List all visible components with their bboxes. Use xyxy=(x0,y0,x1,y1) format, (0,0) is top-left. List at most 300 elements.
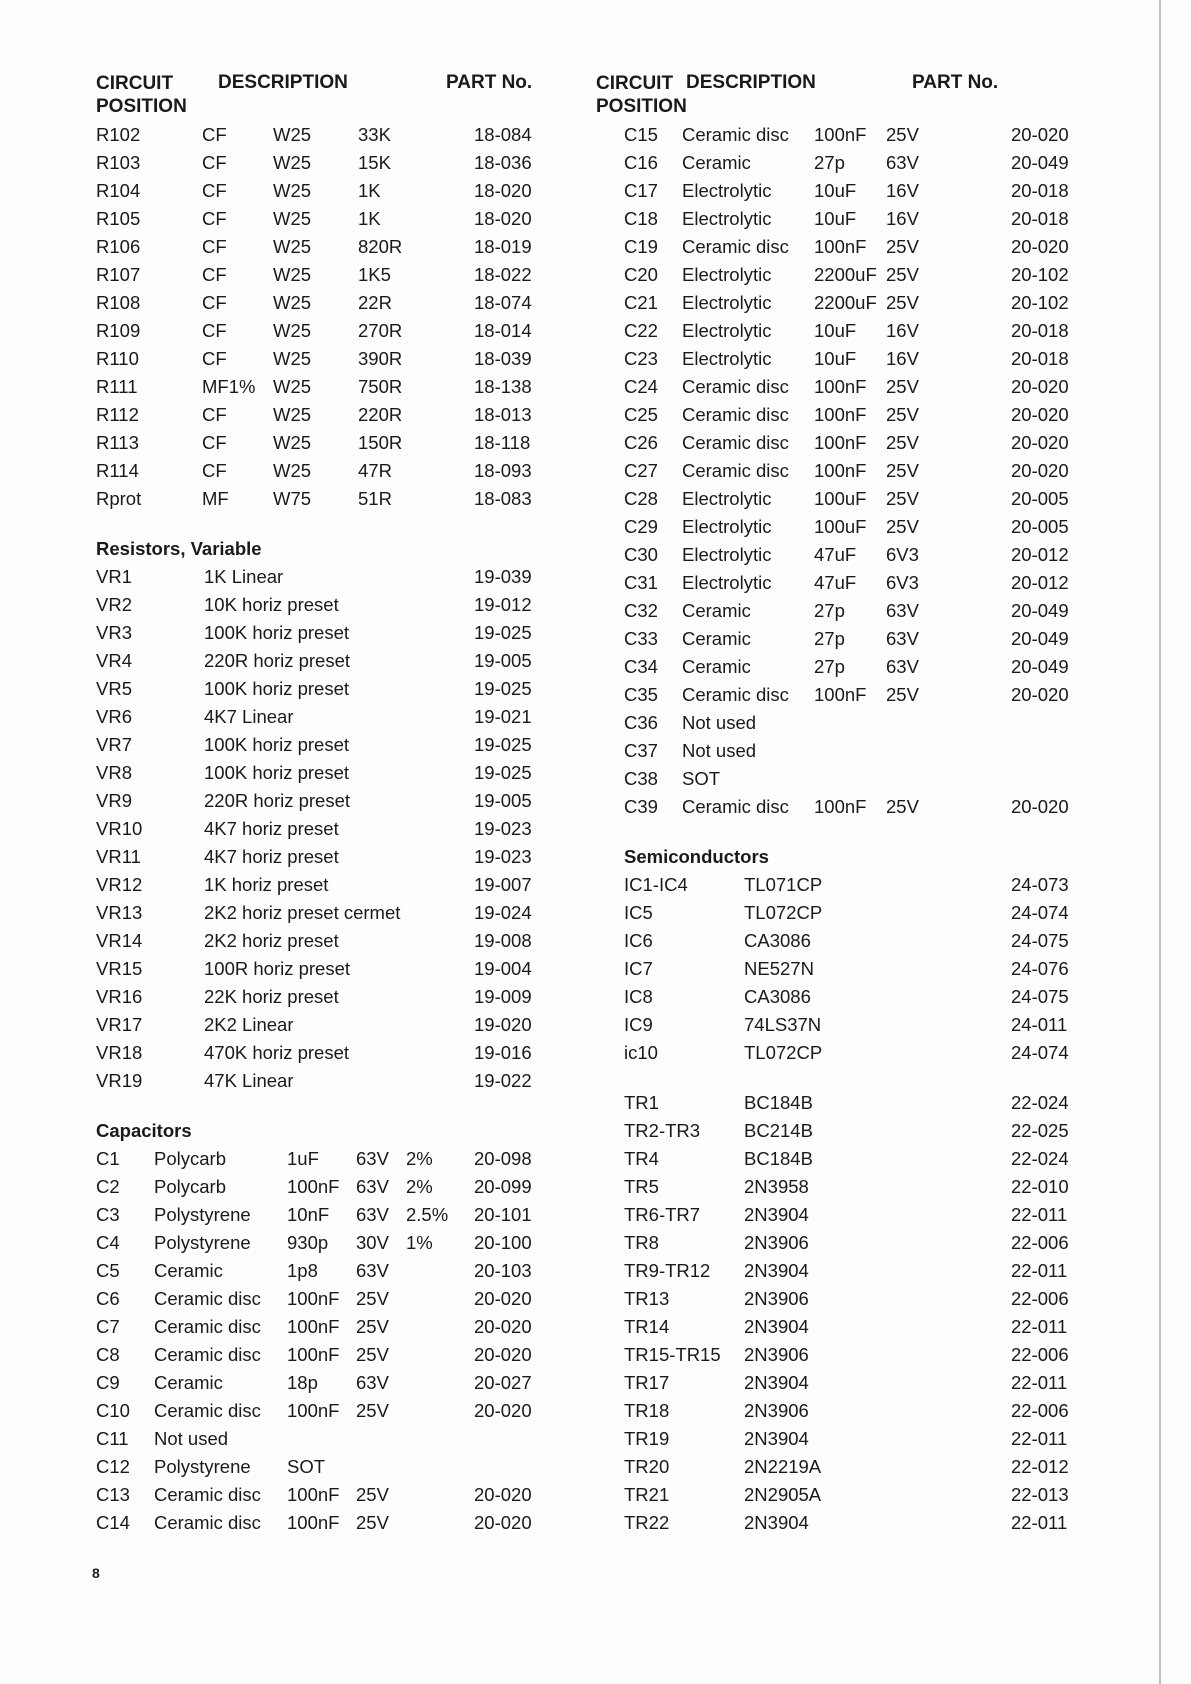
part-number: 19-021 xyxy=(474,706,532,727)
table-row xyxy=(96,1482,576,1510)
value-cell: 1K5 xyxy=(358,264,391,285)
part-number: 24-075 xyxy=(1011,986,1069,1007)
voltage-cell: 25V xyxy=(886,684,919,705)
value-cell: 1uF xyxy=(287,1148,319,1169)
circuit-position: VR4 xyxy=(96,650,132,671)
table-row xyxy=(96,1230,576,1258)
part-number: 20-049 xyxy=(1011,600,1069,621)
circuit-position: C11 xyxy=(96,1428,129,1449)
table-row xyxy=(96,122,576,150)
part-number: 18-074 xyxy=(474,292,532,313)
type-cell: CF xyxy=(202,432,227,453)
voltage-cell: 63V xyxy=(356,1372,389,1393)
tolerance-cell: 2% xyxy=(406,1176,433,1197)
circuit-position: C13 xyxy=(96,1484,130,1505)
value-cell: 33K xyxy=(358,124,391,145)
part-number: 22-024 xyxy=(1011,1092,1069,1113)
value-cell: 27p xyxy=(814,628,845,649)
part-number: 18-039 xyxy=(474,348,532,369)
table-row xyxy=(596,486,1096,514)
circuit-position: C9 xyxy=(96,1372,120,1393)
voltage-cell: 63V xyxy=(356,1176,389,1197)
value-cell: 10uF xyxy=(814,320,857,341)
part-number: 20-101 xyxy=(474,1204,532,1225)
transistor-list xyxy=(596,1090,1096,1538)
part-number: 20-102 xyxy=(1011,264,1069,285)
circuit-position: VR8 xyxy=(96,762,132,783)
voltage-cell: 25V xyxy=(886,124,919,145)
circuit-position: TR1 xyxy=(624,1092,659,1113)
voltage-cell: 25V xyxy=(356,1400,389,1421)
type-cell: Electrolytic xyxy=(682,516,772,537)
table-row xyxy=(596,1230,1096,1258)
voltage-cell: 25V xyxy=(886,796,919,817)
type-cell: Polystyrene xyxy=(154,1456,251,1477)
circuit-position: ic10 xyxy=(624,1042,658,1063)
part-number: 22-011 xyxy=(1011,1512,1068,1533)
description-cell: 47K Linear xyxy=(204,1070,294,1091)
type-cell: MF xyxy=(202,488,229,509)
device-cell: 2N3904 xyxy=(744,1316,809,1337)
circuit-position: IC6 xyxy=(624,930,653,951)
table-row xyxy=(96,1174,576,1202)
part-number: 19-023 xyxy=(474,818,532,839)
description-cell: 470K horiz preset xyxy=(204,1042,350,1063)
circuit-position: VR11 xyxy=(96,846,141,867)
circuit-position: TR15-TR15 xyxy=(624,1344,721,1365)
part-number: 19-005 xyxy=(474,650,532,671)
circuit-position: C39 xyxy=(624,796,658,817)
part-number: 20-020 xyxy=(1011,796,1069,817)
voltage-cell: 16V xyxy=(886,208,919,229)
type-cell: CF xyxy=(202,124,227,145)
type-cell: Not used xyxy=(682,740,757,761)
description-cell: 4K7 horiz preset xyxy=(204,846,339,867)
table-row xyxy=(596,542,1096,570)
part-number: 20-020 xyxy=(474,1288,532,1309)
description-cell: 220R horiz preset xyxy=(204,790,351,811)
circuit-position: R109 xyxy=(96,320,141,341)
circuit-position: C8 xyxy=(96,1344,120,1365)
tolerance-cell: 2.5% xyxy=(406,1204,449,1225)
part-number: 18-036 xyxy=(474,152,532,173)
device-cell: 2N3906 xyxy=(744,1344,809,1365)
circuit-position: C17 xyxy=(624,180,658,201)
value-cell: SOT xyxy=(287,1456,326,1477)
part-number: 20-027 xyxy=(474,1372,532,1393)
table-row xyxy=(596,1426,1096,1454)
part-number: 22-006 xyxy=(1011,1344,1069,1365)
description-cell: 1K horiz preset xyxy=(204,874,329,895)
voltage-cell: 25V xyxy=(886,404,919,425)
table-row xyxy=(96,704,576,732)
part-number: 22-006 xyxy=(1011,1232,1069,1253)
part-number: 20-018 xyxy=(1011,180,1069,201)
table-row xyxy=(96,1068,576,1096)
circuit-position: TR14 xyxy=(624,1316,670,1337)
wattage-cell: W25 xyxy=(273,320,312,341)
table-row xyxy=(96,1314,576,1342)
circuit-position: VR9 xyxy=(96,790,132,811)
semiconductors-title: Semiconductors xyxy=(624,846,769,867)
table-row xyxy=(596,1482,1096,1510)
header-part-no: PART No. xyxy=(912,72,999,93)
part-number: 20-005 xyxy=(1011,488,1069,509)
table-row xyxy=(96,816,576,844)
ic-list xyxy=(596,872,1096,1068)
table-row xyxy=(596,1286,1096,1314)
voltage-cell: 25V xyxy=(356,1512,389,1533)
wattage-cell: W25 xyxy=(273,460,312,481)
table-row xyxy=(96,872,576,900)
table-row xyxy=(96,318,576,346)
description-cell: 100K horiz preset xyxy=(204,762,350,783)
page-edge-divider xyxy=(1159,0,1161,1684)
device-cell: TL072CP xyxy=(744,1042,823,1063)
type-cell: Electrolytic xyxy=(682,292,772,313)
value-cell: 1p8 xyxy=(287,1260,318,1281)
type-cell: Ceramic disc xyxy=(154,1344,261,1365)
table-row xyxy=(596,234,1096,262)
device-cell: BC214B xyxy=(744,1120,813,1141)
part-number: 24-075 xyxy=(1011,930,1069,951)
part-number: 22-013 xyxy=(1011,1484,1069,1505)
wattage-cell: W25 xyxy=(273,152,312,173)
table-row xyxy=(596,738,1096,766)
device-cell: 2N3904 xyxy=(744,1428,809,1449)
table-row xyxy=(96,1510,576,1538)
table-row xyxy=(596,1510,1096,1538)
part-number: 20-020 xyxy=(474,1316,532,1337)
type-cell: Ceramic disc xyxy=(682,376,789,397)
type-cell: Ceramic disc xyxy=(682,684,789,705)
voltage-cell: 25V xyxy=(356,1344,389,1365)
circuit-position: VR10 xyxy=(96,818,143,839)
part-number: 20-049 xyxy=(1011,628,1069,649)
wattage-cell: W75 xyxy=(273,488,312,509)
type-cell: Electrolytic xyxy=(682,544,772,565)
table-row xyxy=(596,1454,1096,1482)
capacitor-list-left xyxy=(96,1146,576,1538)
type-cell: Ceramic disc xyxy=(682,796,789,817)
table-row xyxy=(596,1040,1096,1068)
type-cell: Ceramic disc xyxy=(154,1288,261,1309)
part-number: 20-012 xyxy=(1011,572,1069,593)
type-cell: Ceramic disc xyxy=(682,236,789,257)
table-row xyxy=(96,1426,576,1454)
part-number: 24-076 xyxy=(1011,958,1069,979)
description-cell: 22K horiz preset xyxy=(204,986,339,1007)
voltage-cell: 63V xyxy=(886,628,919,649)
circuit-position: TR2-TR3 xyxy=(624,1120,701,1141)
circuit-position: TR4 xyxy=(624,1148,659,1169)
circuit-position: C6 xyxy=(96,1288,120,1309)
part-number: 22-010 xyxy=(1011,1176,1069,1197)
type-cell: CF xyxy=(202,152,227,173)
left-header xyxy=(96,72,576,122)
table-row xyxy=(96,844,576,872)
value-cell: 2200uF xyxy=(814,292,877,313)
table-row xyxy=(96,1040,576,1068)
value-cell: 1K xyxy=(358,180,381,201)
header-circuit: CIRCUIT xyxy=(596,73,674,94)
circuit-position: IC9 xyxy=(624,1014,653,1035)
part-number: 18-138 xyxy=(474,376,532,397)
circuit-position: C22 xyxy=(624,320,658,341)
type-cell: Ceramic xyxy=(682,628,751,649)
part-number: 20-018 xyxy=(1011,348,1069,369)
circuit-position: C37 xyxy=(624,740,658,761)
table-row xyxy=(596,430,1096,458)
part-number: 18-022 xyxy=(474,264,532,285)
wattage-cell: W25 xyxy=(273,404,312,425)
table-row xyxy=(596,626,1096,654)
type-cell: Polystyrene xyxy=(154,1232,251,1253)
value-cell: 100nF xyxy=(287,1344,340,1365)
circuit-position: C30 xyxy=(624,544,658,565)
voltage-cell: 30V xyxy=(356,1232,389,1253)
circuit-position: R111 xyxy=(96,376,138,397)
circuit-position: TR22 xyxy=(624,1512,670,1533)
value-cell: 27p xyxy=(814,656,845,677)
wattage-cell: W25 xyxy=(273,208,312,229)
table-row xyxy=(96,900,576,928)
device-cell: 2N3904 xyxy=(744,1260,809,1281)
value-cell: 10nF xyxy=(287,1204,330,1225)
part-number: 18-019 xyxy=(474,236,532,257)
voltage-cell: 25V xyxy=(886,264,919,285)
value-cell: 10uF xyxy=(814,180,857,201)
table-row xyxy=(596,374,1096,402)
circuit-position: C3 xyxy=(96,1204,120,1225)
part-number: 20-100 xyxy=(474,1232,532,1253)
table-row xyxy=(596,290,1096,318)
part-number: 19-025 xyxy=(474,734,532,755)
part-number: 22-024 xyxy=(1011,1148,1069,1169)
voltage-cell: 6V3 xyxy=(886,572,919,593)
value-cell: 27p xyxy=(814,600,845,621)
voltage-cell: 6V3 xyxy=(886,544,919,565)
type-cell: Ceramic disc xyxy=(682,124,789,145)
voltage-cell: 25V xyxy=(356,1316,389,1337)
circuit-position: VR14 xyxy=(96,930,143,951)
type-cell: CF xyxy=(202,236,227,257)
type-cell: CF xyxy=(202,460,227,481)
voltage-cell: 63V xyxy=(356,1260,389,1281)
type-cell: Ceramic disc xyxy=(682,404,789,425)
resistor-list xyxy=(96,122,576,514)
table-row xyxy=(96,956,576,984)
part-number: 20-012 xyxy=(1011,544,1069,565)
header-part-no: PART No. xyxy=(446,72,533,93)
table-row xyxy=(96,1146,576,1174)
header-description: DESCRIPTION xyxy=(218,72,348,93)
part-number: 19-025 xyxy=(474,678,532,699)
description-cell: 2K2 horiz preset cermet xyxy=(204,902,401,923)
part-number: 18-093 xyxy=(474,460,532,481)
part-number: 20-020 xyxy=(1011,124,1069,145)
circuit-position: C20 xyxy=(624,264,658,285)
device-cell: 2N3958 xyxy=(744,1176,809,1197)
circuit-position: R107 xyxy=(96,264,141,285)
value-cell: 100nF xyxy=(814,404,867,425)
page-number: 8 xyxy=(92,1565,100,1581)
voltage-cell: 25V xyxy=(886,236,919,257)
device-cell: 2N3904 xyxy=(744,1204,809,1225)
table-row xyxy=(596,1370,1096,1398)
circuit-position: TR5 xyxy=(624,1176,659,1197)
description-cell: 220R horiz preset xyxy=(204,650,351,671)
circuit-position: IC8 xyxy=(624,986,653,1007)
table-row xyxy=(96,206,576,234)
table-row xyxy=(96,732,576,760)
description-cell: 1K Linear xyxy=(204,566,284,587)
type-cell: Ceramic disc xyxy=(154,1484,261,1505)
part-number: 20-098 xyxy=(474,1148,532,1169)
table-row xyxy=(596,984,1096,1012)
part-number: 20-099 xyxy=(474,1176,532,1197)
table-row xyxy=(596,1202,1096,1230)
part-number: 20-020 xyxy=(474,1344,532,1365)
left-column xyxy=(96,72,576,1538)
type-cell: CF xyxy=(202,180,227,201)
voltage-cell: 63V xyxy=(356,1148,389,1169)
circuit-position: C16 xyxy=(624,152,658,173)
description-cell: 4K7 Linear xyxy=(204,706,294,727)
table-row xyxy=(596,900,1096,928)
part-number: 19-020 xyxy=(474,1014,532,1035)
value-cell: 100uF xyxy=(814,516,867,537)
table-row xyxy=(596,1090,1096,1118)
circuit-position: R103 xyxy=(96,152,141,173)
circuit-position: R114 xyxy=(96,460,139,481)
circuit-position: C29 xyxy=(624,516,658,537)
table-row xyxy=(596,1012,1096,1040)
device-cell: 74LS37N xyxy=(744,1014,822,1035)
type-cell: Electrolytic xyxy=(682,208,772,229)
type-cell: Polystyrene xyxy=(154,1204,251,1225)
table-row xyxy=(96,1370,576,1398)
voltage-cell: 63V xyxy=(356,1204,389,1225)
part-number: 22-006 xyxy=(1011,1288,1069,1309)
value-cell: 27p xyxy=(814,152,845,173)
circuit-position: C26 xyxy=(624,432,658,453)
header-circuit-position-right xyxy=(596,72,687,118)
voltage-cell: 25V xyxy=(356,1484,389,1505)
type-cell: Ceramic xyxy=(682,600,751,621)
description-cell: 2K2 horiz preset xyxy=(204,930,339,951)
table-row xyxy=(596,1118,1096,1146)
circuit-position: TR8 xyxy=(624,1232,659,1253)
device-cell: CA3086 xyxy=(744,986,811,1007)
part-number: 22-011 xyxy=(1011,1428,1068,1449)
table-row xyxy=(96,1342,576,1370)
value-cell: 47uF xyxy=(814,544,857,565)
table-row xyxy=(96,402,576,430)
part-number: 19-005 xyxy=(474,790,532,811)
description-cell: 100R horiz preset xyxy=(204,958,351,979)
right-column xyxy=(596,72,1096,1538)
part-number: 19-024 xyxy=(474,902,532,923)
part-number: 22-025 xyxy=(1011,1120,1069,1141)
circuit-position: VR12 xyxy=(96,874,143,895)
section-title-semiconductors xyxy=(596,844,1096,872)
header-circuit-position xyxy=(96,72,187,118)
circuit-position: C5 xyxy=(96,1260,120,1281)
circuit-position: C24 xyxy=(624,376,658,397)
circuit-position: TR9-TR12 xyxy=(624,1260,711,1281)
type-cell: CF xyxy=(202,264,227,285)
description-cell: 100K horiz preset xyxy=(204,622,350,643)
table-row xyxy=(96,564,576,592)
table-row xyxy=(596,514,1096,542)
value-cell: 100nF xyxy=(287,1484,340,1505)
part-number: 20-020 xyxy=(474,1512,532,1533)
circuit-position: R108 xyxy=(96,292,141,313)
wattage-cell: W25 xyxy=(273,236,312,257)
right-header xyxy=(596,72,1096,122)
value-cell: 1K xyxy=(358,208,381,229)
table-row xyxy=(596,928,1096,956)
voltage-cell: 25V xyxy=(356,1288,389,1309)
part-number: 19-009 xyxy=(474,986,532,1007)
wattage-cell: W25 xyxy=(273,348,312,369)
device-cell: NE527N xyxy=(744,958,814,979)
circuit-position: C35 xyxy=(624,684,658,705)
table-row xyxy=(596,150,1096,178)
part-number: 20-018 xyxy=(1011,320,1069,341)
type-cell: CF xyxy=(202,208,227,229)
type-cell: Polycarb xyxy=(154,1176,226,1197)
voltage-cell: 25V xyxy=(886,292,919,313)
part-number: 18-020 xyxy=(474,180,532,201)
table-row xyxy=(96,374,576,402)
part-number: 20-020 xyxy=(474,1400,532,1421)
part-number: 20-020 xyxy=(1011,460,1069,481)
voltage-cell: 63V xyxy=(886,656,919,677)
circuit-position: R104 xyxy=(96,180,141,201)
voltage-cell: 16V xyxy=(886,180,919,201)
table-row xyxy=(596,794,1096,822)
circuit-position: VR7 xyxy=(96,734,132,755)
table-row xyxy=(596,766,1096,794)
circuit-position: IC1-IC4 xyxy=(624,874,688,895)
table-row xyxy=(596,1342,1096,1370)
table-row xyxy=(596,122,1096,150)
device-cell: 2N2219A xyxy=(744,1456,822,1477)
voltage-cell: 25V xyxy=(886,516,919,537)
table-row xyxy=(96,290,576,318)
circuit-position: R112 xyxy=(96,404,139,425)
part-number: 20-020 xyxy=(1011,432,1069,453)
circuit-position: VR17 xyxy=(96,1014,143,1035)
part-number: 18-020 xyxy=(474,208,532,229)
value-cell: 100nF xyxy=(287,1288,340,1309)
table-row xyxy=(96,1398,576,1426)
part-number: 22-011 xyxy=(1011,1260,1068,1281)
voltage-cell: 16V xyxy=(886,320,919,341)
type-cell: Electrolytic xyxy=(682,488,772,509)
table-row xyxy=(96,1258,576,1286)
table-row xyxy=(96,1202,576,1230)
table-row xyxy=(596,402,1096,430)
part-number: 20-018 xyxy=(1011,208,1069,229)
circuit-position: C12 xyxy=(96,1456,130,1477)
circuit-position: C19 xyxy=(624,236,658,257)
section-title-variable xyxy=(96,536,576,564)
description-cell: 2K2 Linear xyxy=(204,1014,294,1035)
device-cell: BC184B xyxy=(744,1092,813,1113)
